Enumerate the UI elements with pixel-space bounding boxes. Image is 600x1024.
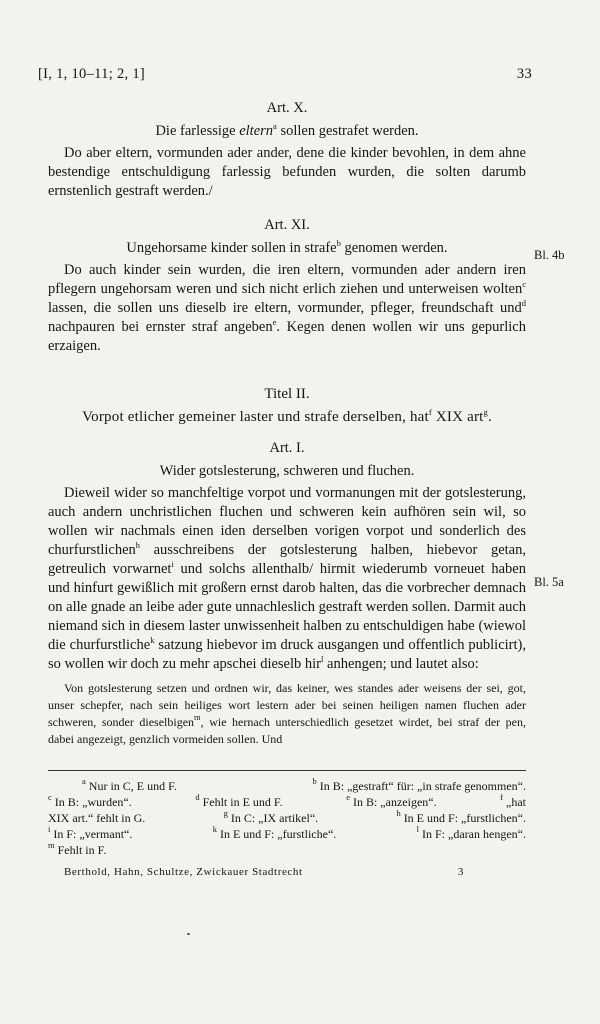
footnote-f: $^f$ „hat (500, 792, 526, 809)
footnote-m: $^m$ Fehlt in F. (48, 840, 107, 857)
art-xi-body: Do auch kinder sein wurden, die iren eltern, vormunden ader andern iren pflegern ungehorsam weren und sich nicht erlich ziehen und unterweisen wolten$^c$ lassen, die sollen uns dieselb ire eltern, vormunder, pfleger, freundschaft und$^d$ nachpauren bei ernster straf angeben$^e$. Kegen denen wollen wir uns gepurlich erzaigen. (48, 262, 526, 354)
footnote-g: $^g$ In C: „IX artikel“. (223, 808, 319, 825)
footnote-c: $^c$ In B: „wurden“. (48, 792, 132, 809)
footnote-i: $^i$ In F: „vermant“. (48, 824, 133, 841)
signature-text: Berthold, Hahn, Schultze, Zwickauer Stadtrecht (64, 866, 303, 878)
footnote-l: $^l$ In F: „daran hengen“. (416, 824, 526, 841)
section-reference: [I, 1, 10–11; 2, 1] (38, 66, 146, 82)
titel-ii-heading: Titel II. (264, 386, 310, 402)
footnote-b: $^b$ In B: „gestraft“ für: „in strafe genommen“. (312, 776, 526, 793)
art-i-quote: Von gotslesterung setzen und ordnen wir, das keiner, wes standes ader weisens der sei, got, unser schepfer, nach sein heiliges wort lestern ader bei seinen heiligen namen fluchen ader schweren, sonder dieselbigen$^m$, wie hernach unterschiedlich gesetzet wirdet, bei straf der pen, dabei angezeigt, genzlich vormeiden sollen. Und (48, 681, 527, 746)
footnote-k: $^k$ In E und F: „furstliche“. (212, 824, 337, 841)
footnote-f-continued: XIX art.“ fehlt in G. (48, 811, 146, 825)
margin-note-bl-5a: Bl. 5a (534, 575, 564, 589)
printer-signature (64, 866, 464, 878)
margin-note-bl-4b: Bl. 4b (534, 248, 565, 262)
footnote-row (48, 810, 526, 826)
art-xi-heading: Art. XI. (264, 217, 310, 233)
art-i-heading: Art. I. (269, 440, 305, 456)
running-head (38, 66, 532, 83)
art-x-heading: Art. X. (266, 100, 308, 116)
art-i-title: Wider gotslesterung, schweren und fluchen. (159, 463, 415, 479)
footnote-row (48, 794, 526, 810)
art-i-body: Dieweil wider so manchfeltige vorpot und vormanungen mit der gotslesterung, auch andern unchristlichen fluchen und schweren kein aufhören sein wil, so wollen wir nachmals einen iden derselben vorigen vorpot und sonderlich des churfurstlichen$^h$ ausschreibens der gotslesterung halben, hiebevor getan, getreulich vorwarnet$^i$ und solchs allenthalb/ hirmit wiederumb vorneuet haben und hinfurt gewißlich mit großern ernst darob halten, das die vorbrecher demnach on alle gnade an leibe ader gute unnachleslich gestraft werden sollen. Darmit auch niemand sich in diesem laster unwissenheit halben zu entschuldigen habe (wiewol die churfurstliche$^k$ satzung hiebevor im druck ausgangen und offentlich publicirt), so wollen wir doch zu mehr apschei dieselb hir$^l$ anhengen; und lautet also: (48, 485, 526, 672)
paper-speck (187, 933, 190, 935)
footnote-h: $^h$ In E und F: „furstlichen“. (396, 808, 526, 825)
main-text (48, 100, 526, 748)
footnote-row (48, 842, 526, 858)
footnote-d: $^d$ Fehlt in E und F. (195, 792, 283, 809)
footnote-row (48, 778, 526, 794)
titel-ii-subtitle: Vorpot etlicher gemeiner laster und strafe derselben, hat$^f$ XIX art$^g$. (82, 407, 492, 425)
art-x-title: Die farlessige eltern$^a$ sollen gestrafet werden. (155, 121, 419, 139)
footnote-a: $^a$ Nur in C, E und F. (82, 776, 177, 793)
art-x-body: Do aber eltern, vormunden ader ander, dene die kinder bevohlen, in dem ahne bestendige entschuldigung farlessig befunden wurden, die solten darumb ernstenlich gestraft werden./ (48, 145, 526, 199)
footnote-divider (48, 770, 526, 771)
signature-number: 3 (457, 866, 464, 878)
art-xi-title: Ungehorsame kinder sollen in strafe$^b$ genomen werden. (126, 238, 448, 256)
page-number: 33 (516, 66, 532, 82)
footnotes (48, 778, 526, 858)
footnote-row (48, 826, 526, 842)
footnote-e: $^e$ In B: „anzeigen“. (346, 792, 437, 809)
